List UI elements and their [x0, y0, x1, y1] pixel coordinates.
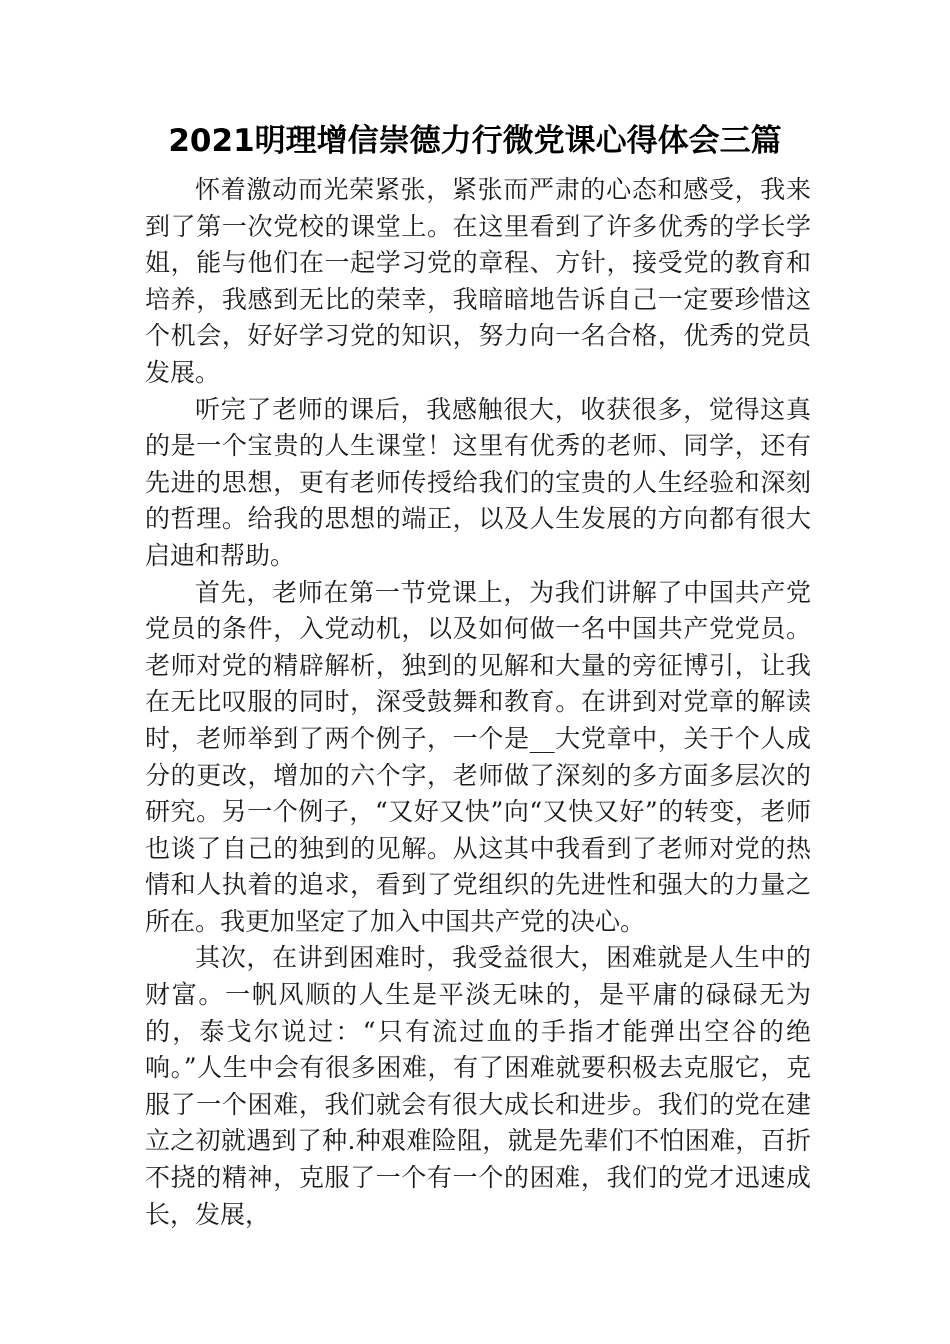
paragraph-3: 首先，老师在第一节党课上，为我们讲解了中国共产党党员的条件，入党动机，以及如何做一名中国共产党党员。老师对党的精辟解析，独到的见解和大量的旁征博引，让我在无比叹服的同时，深受鼓舞和教育。在讲到对党章的解读时，老师举到了两个例子，一个是__大党章中，关于个人成分的更改，增加的六个字，老师做了深刻的多方面多层次的研究。另一个例子，“又好又快”向“又快又好”的转变，老师也谈了自己的独到的见解。从这其中我看到了老师对党的热情和人执着的追求，看到了党组织的先进性和强大的力量之所在。我更加坚定了加入中国共产党的决心。 — [145, 577, 811, 936]
document-body — [145, 172, 811, 1233]
paragraph-1: 怀着激动而光荣紧张，紧张而严肃的心态和感受，我来到了第一次党校的课堂上。在这里看到了许多优秀的学长学姐，能与他们在一起学习党的章程、方针，接受党的教育和培养，我感到无比的荣幸，我暗暗地告诉自己一定要珍惜这个机会，好好学习党的知识，努力向一名合格，优秀的党员发展。 — [145, 175, 811, 387]
paragraph-2: 听完了老师的课后，我感触很大，收获很多，觉得这真的是一个宝贵的人生课堂！这里有优秀的老师、同学，还有先进的思想，更有老师传授给我们的宝贵的人生经验和深刻的哲理。给我的思想的端正，以及人生发展的方向都有很大启迪和帮助。 — [145, 394, 811, 570]
paragraph-4: 其次，在讲到困难时，我受益很大，困难就是人生中的财富。一帆风顺的人生是平淡无味的，是平庸的碌碌无为的，泰戈尔说过：“只有流过血的手指才能弹出空谷的绝响。”人生中会有很多困难，有了困难就要积极去克服它，克服了一个困难，我们就会有很大成长和进步。我们的党在建立之初就遇到了种.种艰难险阻，就是先辈们不怕困难，百折不挠的精神，克服了一个有一个的困难，我们的党才迅速成长，发展， — [145, 943, 811, 1229]
document-title: 2021明理增信崇德力行微党课心得体会三篇 — [168, 123, 782, 159]
